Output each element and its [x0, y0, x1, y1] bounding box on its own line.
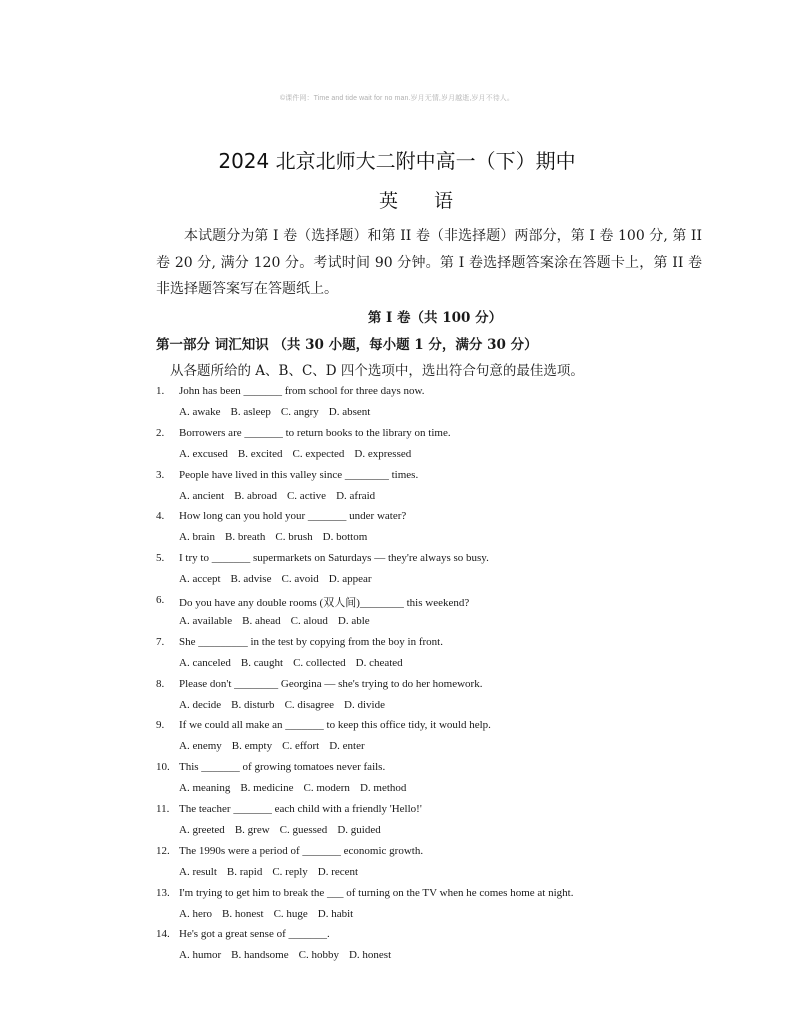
answer-option: B. medicine — [240, 782, 294, 795]
answer-option: B. breath — [225, 531, 266, 544]
answer-option: A. canceled — [179, 656, 231, 669]
question-stem: The 1990s were a period of _______ economic growth. — [179, 844, 424, 857]
question-options — [179, 657, 413, 669]
answer-option: D. enter — [329, 740, 365, 753]
question-options — [179, 908, 363, 920]
question-number: 10. — [156, 761, 170, 774]
answer-option: A. available — [179, 614, 233, 627]
answer-option: C. expected — [292, 447, 345, 460]
question-number: 8. — [156, 677, 165, 690]
question-stem: People have lived in this valley since ________ times. — [179, 468, 419, 481]
question-item — [156, 594, 716, 636]
answer-option: A. result — [179, 865, 217, 878]
answer-option: D. recent — [317, 865, 359, 878]
answer-option: C. collected — [293, 656, 346, 669]
question-stem: John has been _______ from school for three days now. — [179, 385, 425, 397]
question-stem: I try to _______ supermarkets on Saturdays — they're always so busy. — [179, 552, 489, 565]
answer-option: B. asleep — [230, 406, 271, 418]
section-title: 第 I 卷（共 100 分） — [367, 310, 503, 326]
question-options — [179, 490, 385, 502]
question-options — [179, 615, 380, 627]
question-number: 6. — [156, 593, 165, 606]
question-list — [156, 385, 716, 970]
question-options — [179, 448, 421, 460]
question-item — [156, 803, 716, 845]
question-stem: Please don't ________ Georgina — she's trying to do her homework. — [179, 677, 483, 690]
answer-option: C. brush — [275, 531, 313, 544]
question-stem: She _________ in the test by copying from the boy in front. — [179, 635, 443, 648]
answer-option: B. caught — [240, 656, 284, 669]
question-options — [179, 406, 380, 418]
question-options — [179, 782, 416, 794]
answer-option: C. effort — [282, 740, 320, 753]
question-options — [179, 740, 375, 752]
answer-option: C. reply — [272, 865, 308, 878]
answer-option: A. hero — [179, 907, 212, 920]
question-options — [179, 573, 382, 585]
question-number: 5. — [156, 552, 165, 565]
answer-option: A. enemy — [179, 740, 222, 753]
answer-option: C. modern — [303, 782, 350, 795]
answer-option: A. greeted — [179, 823, 225, 836]
question-item — [156, 928, 716, 970]
answer-option: D. cheated — [355, 656, 403, 669]
subject-heading: 英语 — [378, 190, 489, 212]
answer-option: B. honest — [222, 907, 264, 920]
answer-option: D. able — [337, 614, 370, 627]
answer-option: A. meaning — [179, 782, 231, 795]
answer-option: B. excited — [237, 447, 283, 460]
question-stem: If we could all make an _______ to keep this office tidy, it would help. — [179, 719, 491, 732]
question-item — [156, 427, 716, 469]
question-item — [156, 510, 716, 552]
answer-option: D. habit — [317, 907, 354, 920]
answer-option: D. absent — [328, 406, 371, 418]
question-options — [179, 824, 391, 836]
question-item — [156, 719, 716, 761]
answer-option: A. ancient — [179, 489, 225, 502]
question-item — [156, 845, 716, 887]
question-stem: How long can you hold your _______ under water? — [179, 510, 407, 523]
question-stem: I'm trying to get him to break the ___ of turning on the TV when he comes home at night. — [179, 886, 574, 899]
answer-option: B. disturb — [231, 698, 275, 711]
answer-option: C. guessed — [279, 823, 328, 836]
watermark-text: ©课件网：Time and tide wait for no man.岁月无情,岁月越逝,岁月不待人。 — [279, 95, 515, 102]
question-number: 9. — [156, 719, 165, 732]
question-item — [156, 761, 716, 803]
answer-option: B. ahead — [242, 614, 281, 627]
question-number: 3. — [156, 468, 165, 481]
question-number: 12. — [156, 844, 170, 857]
answer-option: C. avoid — [281, 573, 319, 586]
question-options — [179, 531, 377, 543]
answer-option: D. bottom — [322, 531, 368, 544]
answer-option: C. angry — [280, 406, 319, 418]
question-number: 14. — [156, 928, 170, 941]
answer-option: B. abroad — [234, 489, 277, 502]
answer-option: D. method — [359, 782, 407, 795]
question-item — [156, 385, 716, 427]
answer-option: B. advise — [230, 573, 272, 586]
question-item — [156, 678, 716, 720]
answer-option: A. awake — [179, 406, 221, 418]
question-options — [179, 949, 401, 961]
question-number: 7. — [156, 635, 165, 648]
answer-option: C. disagree — [284, 698, 335, 711]
exam-intro-paragraph: 本试题分为第 I 卷（选择题）和第 II 卷（非选择题）两部分，第 I 卷 100 分, 第 II 卷 20 分, 满分 120 分。考试时间 90 分钟。第 I 卷选择题答案涂在答题卡上，第 II 卷非选择题答案写在答题纸上。 — [156, 228, 702, 297]
answer-option: A. brain — [179, 531, 216, 544]
question-number: 13. — [156, 886, 170, 899]
exam-title: 2024 北京北师大二附中高一（下）期中 — [218, 149, 576, 173]
question-stem: This _______ of growing tomatoes never fails. — [179, 761, 386, 774]
answer-option: C. huge — [273, 907, 308, 920]
question-number: 11. — [156, 802, 170, 815]
answer-option: D. honest — [348, 949, 392, 962]
answer-option: B. grew — [234, 823, 270, 836]
answer-option: B. rapid — [226, 865, 263, 878]
question-item — [156, 552, 716, 594]
part-title: 第一部分 词汇知识 （共 30 小题，每小题 1 分，满分 30 分） — [156, 337, 538, 353]
question-number: 4. — [156, 510, 165, 523]
answer-option: D. afraid — [336, 489, 376, 502]
answer-option: A. excused — [179, 447, 228, 460]
question-item — [156, 469, 716, 511]
answer-option: D. divide — [344, 698, 385, 711]
question-stem: The teacher _______ each child with a friendly 'Hello!' — [179, 802, 422, 815]
answer-option: C. hobby — [298, 949, 339, 962]
question-number: 1. — [156, 385, 165, 397]
answer-option: D. appear — [328, 573, 372, 586]
question-stem: Do you have any double rooms (双人间)________ this weekend? — [179, 596, 470, 609]
answer-option: D. guided — [337, 823, 381, 836]
answer-option: C. aloud — [290, 614, 328, 627]
answer-option: B. empty — [231, 740, 273, 753]
answer-option: C. active — [286, 489, 327, 502]
question-stem: He's got a great sense of _______. — [179, 928, 330, 941]
answer-option: B. handsome — [231, 949, 289, 962]
answer-option: D. expressed — [354, 447, 412, 460]
instruction-text: 从各题所给的 A、B、C、D 四个选项中，选出符合句意的最佳选项。 — [170, 363, 584, 379]
question-number: 2. — [156, 426, 165, 439]
answer-option: A. decide — [179, 698, 222, 711]
question-item — [156, 887, 716, 929]
question-options — [179, 699, 395, 711]
question-stem: Borrowers are _______ to return books to the library on time. — [179, 426, 451, 439]
answer-option: A. accept — [179, 573, 221, 586]
question-options — [179, 866, 368, 878]
question-item — [156, 636, 716, 678]
answer-option: A. humor — [179, 949, 222, 962]
